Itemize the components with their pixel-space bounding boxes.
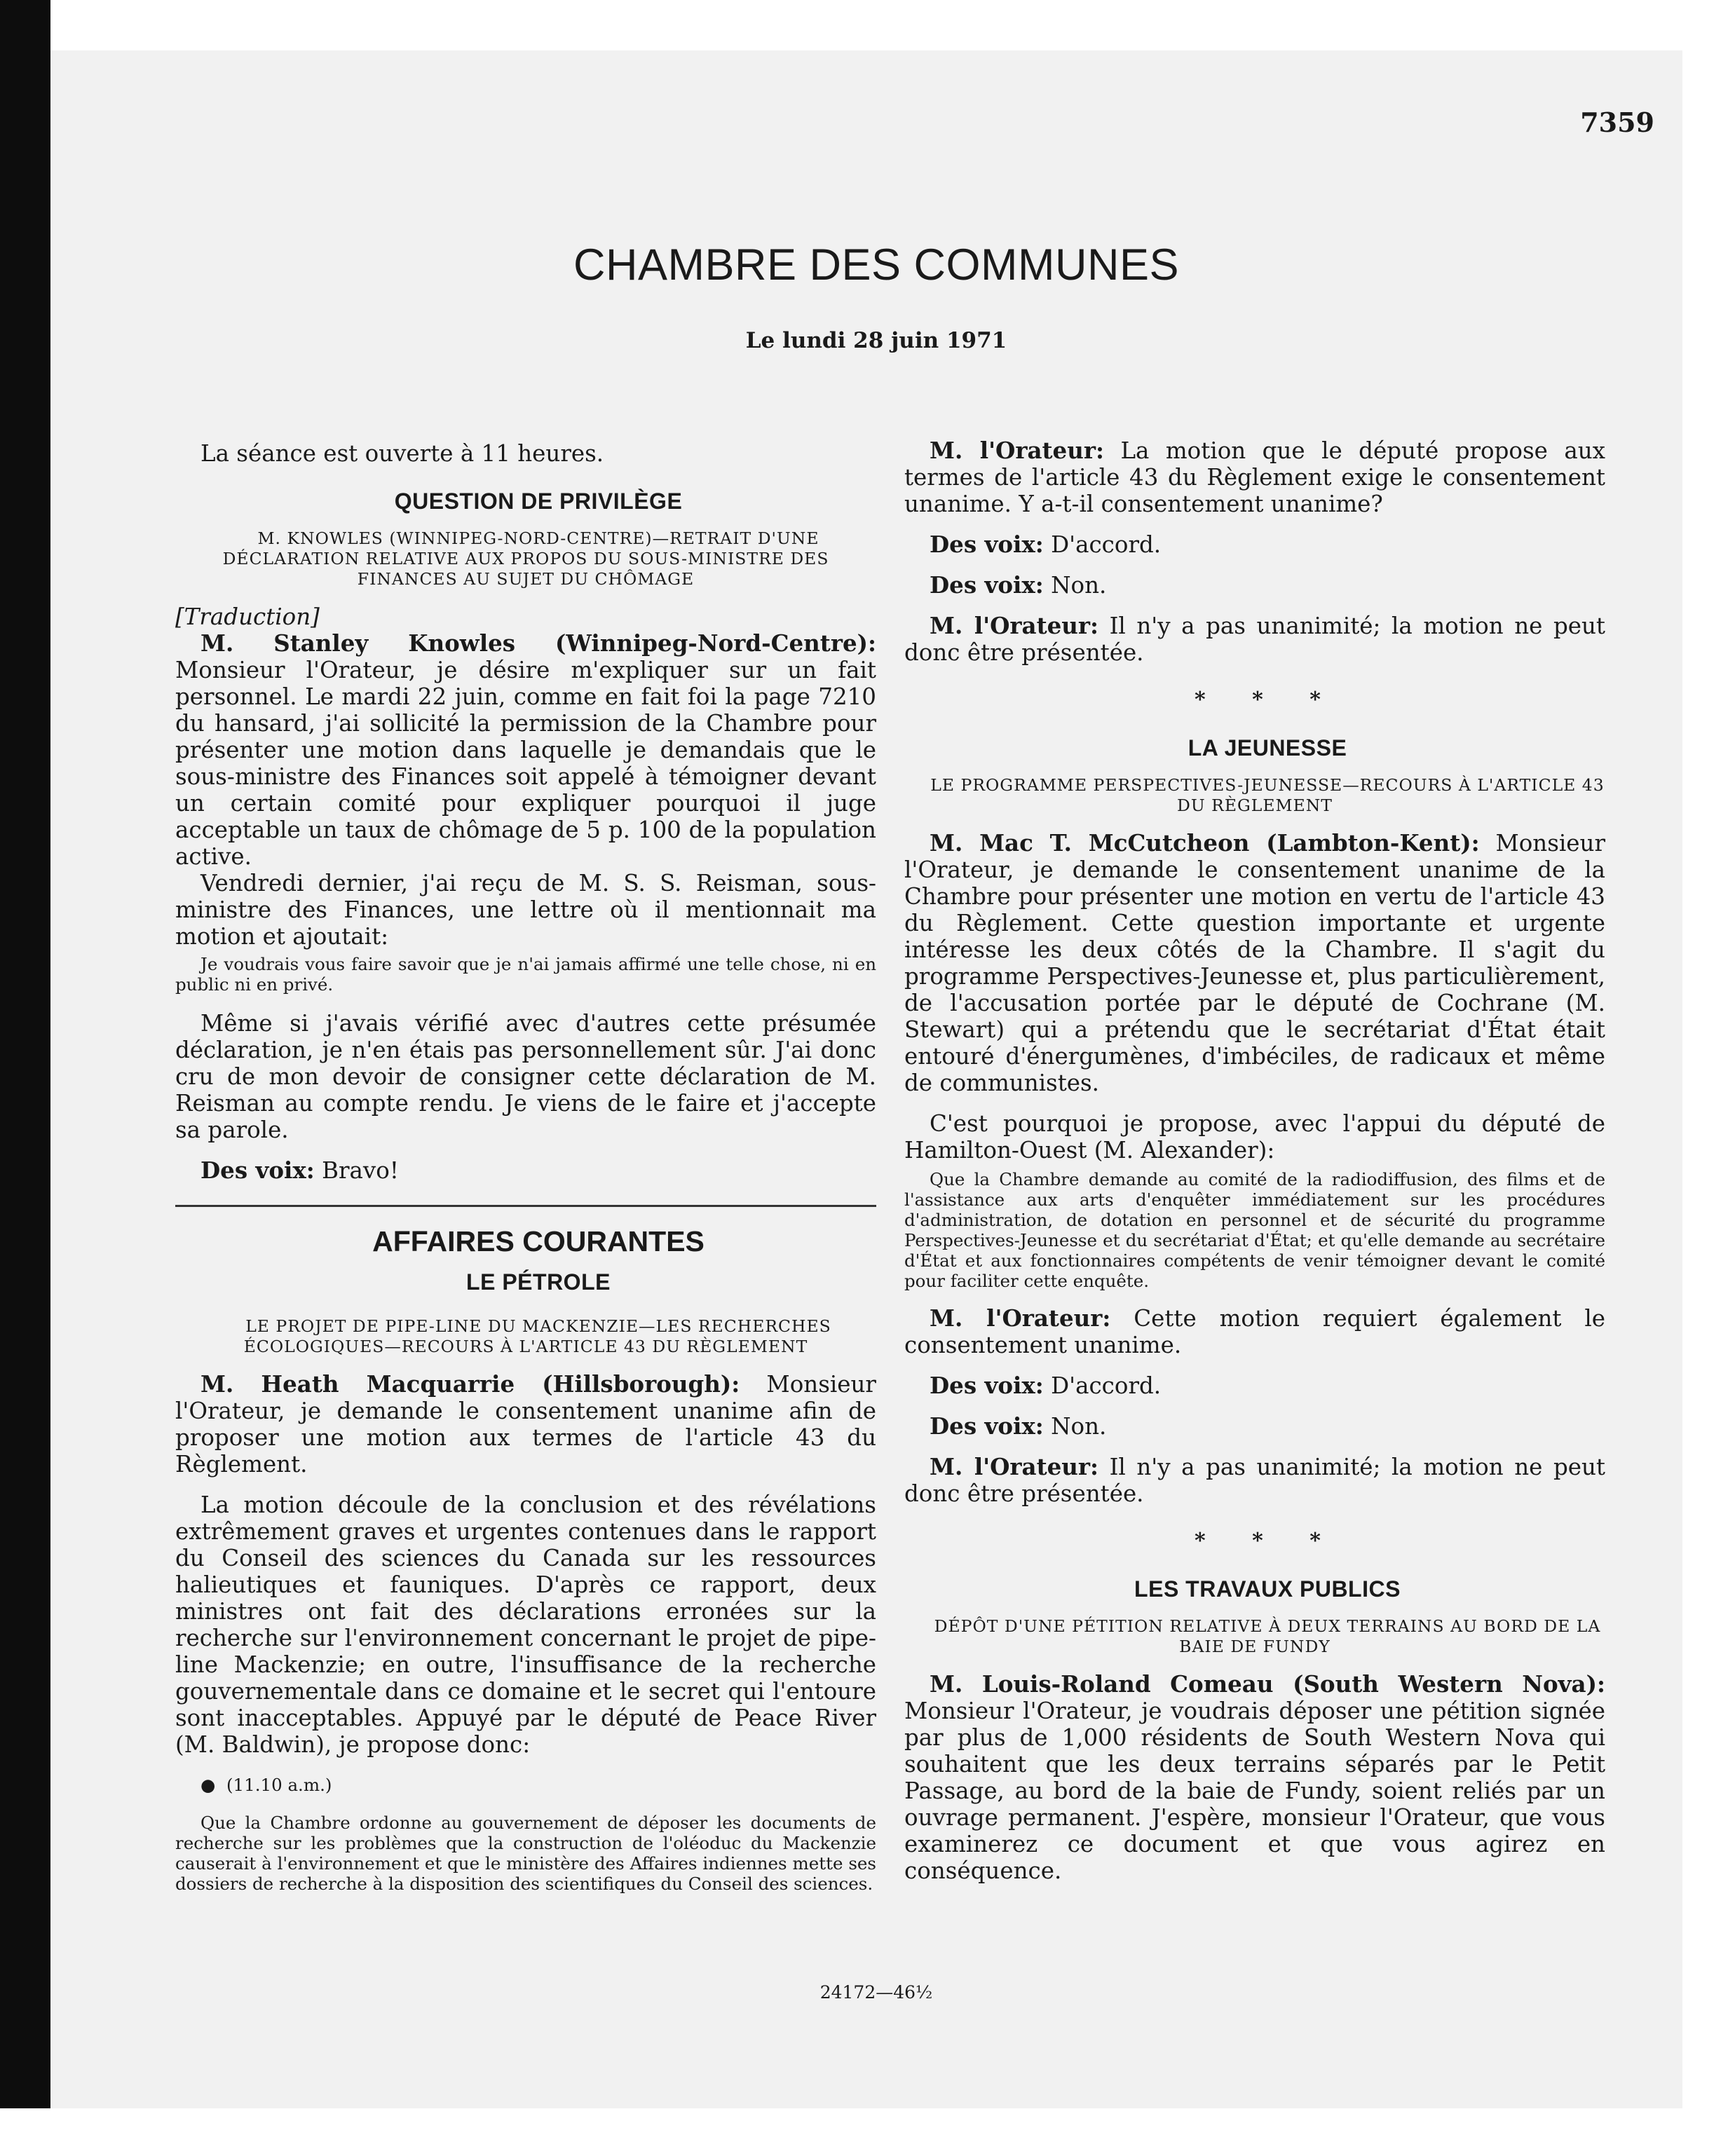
speaker-orateur: M. l'Orateur: [930, 612, 1099, 639]
section-separator-stars-2: * * * [1195, 1529, 1340, 1553]
speech-mccutcheon-2: C'est pourquoi je propose, avec l'appui du député de Hamilton-Ouest (M. Alexander): [904, 1110, 1605, 1164]
speech-macquarrie-1 [175, 1371, 876, 1478]
speech-macquarrie-2: La motion découle de la conclusion et des révélations extrêmement graves et urgentes contenues dans le rapport du Conseil des sciences du Canada sur les ressources halieutiques et fauniques. D'après ce rapport, deux ministres ont fait des déclarations erronées sur la recherche sur l'environnement concernant le projet de pipe-line Mackenzie; en outre, l'insuffisance de la recherche gouvernementale dans ce domaine et le secret qui l'entoure sont inacceptables. Appuyé par le député de Peace River (M. Baldwin), je propose donc: [175, 1492, 876, 1758]
voices-label: Des voix: [930, 531, 1044, 558]
scan-bottom-margin [0, 2108, 1735, 2156]
sitting-opening: La séance est ouverte à 11 heures. [200, 440, 604, 467]
topic-heading-perspectives: LE PROGRAMME PERSPECTIVES-JEUNESSE—RECOURS À L'ARTICLE 43 DU RÈGLEMENT [930, 775, 1605, 815]
speech-text: Monsieur l'Orateur, je demande le consentement unanime de la Chambre pour présenter une motion en vertu de l'article 43 du Règlement. Cette question importante et urgente intéresse les deux côtés de la Chambre. Il s'agit du programme Perspectives-Jeunesse et, plus particulièrement, de l'accusation portée par le député de Cochrane (M. Stewart) qui a prétendu que le secrétariat d'État était entouré d'énergumènes, d'imbéciles, de radicaux et même de communistes. [904, 830, 1605, 1096]
speaker-mccutcheon: M. Mac T. McCutcheon (Lambton-Kent): [930, 829, 1480, 857]
voices-accord [904, 531, 1605, 558]
speech-knowles-3: Même si j'avais vérifié avec d'autres cette présumée déclaration, je n'en étais pas personnellement sûr. J'ai donc cru de mon devoir de consigner cette déclaration de M. Reisman au compte rendu. Je viens de le faire et j'accepte sa parole. [175, 1010, 876, 1143]
speech-comeau [904, 1671, 1605, 1884]
right-column [904, 437, 1605, 1884]
speech-knowles-1 [175, 630, 876, 870]
orateur-statement-4 [904, 1454, 1605, 1507]
speaker-comeau: M. Louis-Roland Comeau (South Western Nova): [930, 1670, 1605, 1698]
speech-text: Cette motion requiert également le consentement unanime. [904, 1305, 1605, 1358]
section-heading-affaires: AFFAIRES COURANTES [372, 1225, 705, 1257]
orateur-statement-3 [904, 1305, 1605, 1358]
voices-text: D'accord. [1051, 531, 1162, 558]
orateur-statement-1 [904, 437, 1605, 517]
translation-note: [Traduction] [175, 603, 320, 630]
voices-text: D'accord. [1051, 1372, 1162, 1399]
section-heading-privilege: QUESTION DE PRIVILÈGE [394, 489, 683, 514]
section-divider [175, 1205, 876, 1207]
section-separator-stars: * * * [1195, 688, 1340, 712]
left-column [175, 440, 876, 1894]
motion-text-mackenzie: Que la Chambre ordonne au gouvernement de déposer les documents de recherche sur les problèmes que la construction de l'oléoduc du Mackenzie causerait à l'environnement et que le ministère des Affaires indiennes mette ses dossiers de recherche à la disposition des scientifiques du Conseil des sciences. [175, 1813, 876, 1894]
voices-text: Non. [1051, 572, 1107, 599]
speaker-knowles: M. Stanley Knowles (Winnipeg-Nord-Centre): [200, 629, 876, 657]
voices-non [904, 572, 1605, 599]
voices-non-2 [904, 1413, 1605, 1440]
time-marker [175, 1772, 876, 1799]
speech-text: La motion que le député propose aux termes de l'article 43 du Règlement exige le consentement unanime. Y a-t-il consentement unanime? [904, 437, 1605, 517]
voices-label: Des voix: [930, 1412, 1044, 1440]
orateur-statement-2 [904, 613, 1605, 666]
print-code: 24172—46½ [819, 1982, 933, 2003]
page-number: 7359 [1580, 107, 1654, 138]
speaker-orateur: M. l'Orateur: [930, 1453, 1099, 1480]
voices-accord-2 [904, 1372, 1605, 1399]
sitting-date: Le lundi 28 juin 1971 [745, 328, 1007, 353]
voices-label: Des voix: [930, 571, 1044, 599]
voices-bravo [175, 1157, 876, 1184]
voices-label: Des voix: [200, 1157, 315, 1184]
speaker-orateur: M. l'Orateur: [930, 437, 1104, 464]
topic-heading-fundy: DÉPÔT D'UNE PÉTITION RELATIVE À DEUX TERRAINS AU BORD DE LA BAIE DE FUNDY [934, 1616, 1601, 1656]
speech-text: Monsieur l'Orateur, je désire m'expliquer sur un fait personnel. Le mardi 22 juin, comme en fait foi la page 7210 du hansard, j'ai sollicité la permission de la Chambre pour présenter une motion dans laquelle je demandais que le sous-ministre des Finances soit appelé à témoigner devant un certain comité pour expliquer pourquoi il juge acceptable un taux de chômage de 5 p. 100 de la population active. [175, 657, 876, 870]
voices-text: Bravo! [322, 1157, 399, 1184]
speech-text: Il n'y a pas unanimité; la motion ne peut donc être présentée. [904, 1454, 1605, 1507]
subsection-heading-petrole: LE PÉTROLE [466, 1269, 611, 1295]
speech-text: Monsieur l'Orateur, je demande le consentement unanime afin de proposer une motion aux termes de l'article 43 du Règlement. [175, 1371, 876, 1478]
speech-text: Monsieur l'Orateur, je voudrais déposer une pétition signée par plus de 1,000 résidents de South Western Nova qui souhaitent que les deux terrains séparés par le Petit Passage, au bord de la baie de Fundy, soient reliés par un ouvrage permanent. J'espère, monsieur l'Orateur, que vous examinerez ce document et que vous agirez en conséquence. [904, 1698, 1605, 1884]
quoted-letter: Je voudrais vous faire savoir que je n'ai jamais affirmé une telle chose, ni en public ni en privé. [175, 954, 876, 995]
bullet-icon: ● [200, 1775, 226, 1795]
voices-label: Des voix: [930, 1372, 1044, 1399]
section-heading-jeunesse: LA JEUNESSE [1188, 735, 1347, 760]
speaker-macquarrie: M. Heath Macquarrie (Hillsborough): [200, 1370, 740, 1398]
scan-left-edge [0, 0, 50, 2156]
topic-heading-knowles: M. KNOWLES (WINNIPEG-NORD-CENTRE)—RETRAIT D'UNE DÉCLARATION RELATIVE AUX PROPOS DU SOUS-MINISTRE DES FINANCES AU SUJET DU CHÔMAGE [222, 528, 829, 589]
speech-knowles-2: Vendredi dernier, j'ai reçu de M. S. S. Reisman, sous-ministre des Finances, une lettre où il mentionnait ma motion et ajoutait: [175, 870, 876, 950]
section-heading-travaux: LES TRAVAUX PUBLICS [1134, 1576, 1401, 1602]
speaker-orateur: M. l'Orateur: [930, 1304, 1111, 1332]
topic-heading-mackenzie: LE PROJET DE PIPE-LINE DU MACKENZIE—LES RECHERCHES ÉCOLOGIQUES—RECOURS À L'ARTICLE 43 DU RÈGLEMENT [243, 1316, 831, 1356]
speech-mccutcheon-1 [904, 830, 1605, 1096]
voices-text: Non. [1051, 1413, 1107, 1440]
page-title: CHAMBRE DES COMMUNES [573, 240, 1180, 289]
motion-text-perspectives: Que la Chambre demande au comité de la radiodiffusion, des films et de l'assistance aux arts d'enquêter immédiatement sur les procédures d'administration, de dotation en personnel et de sécurité du programme Perspectives-Jeunesse et du secrétariat d'État; et qu'elle demande au secrétaire d'État et aux fonctionnaires compétents de venir témoigner devant le comité pour faciliter cette enquête. [904, 1169, 1605, 1291]
time-text: (11.10 a.m.) [226, 1775, 332, 1795]
speech-text: Il n'y a pas unanimité; la motion ne peut donc être présentée. [904, 613, 1605, 666]
